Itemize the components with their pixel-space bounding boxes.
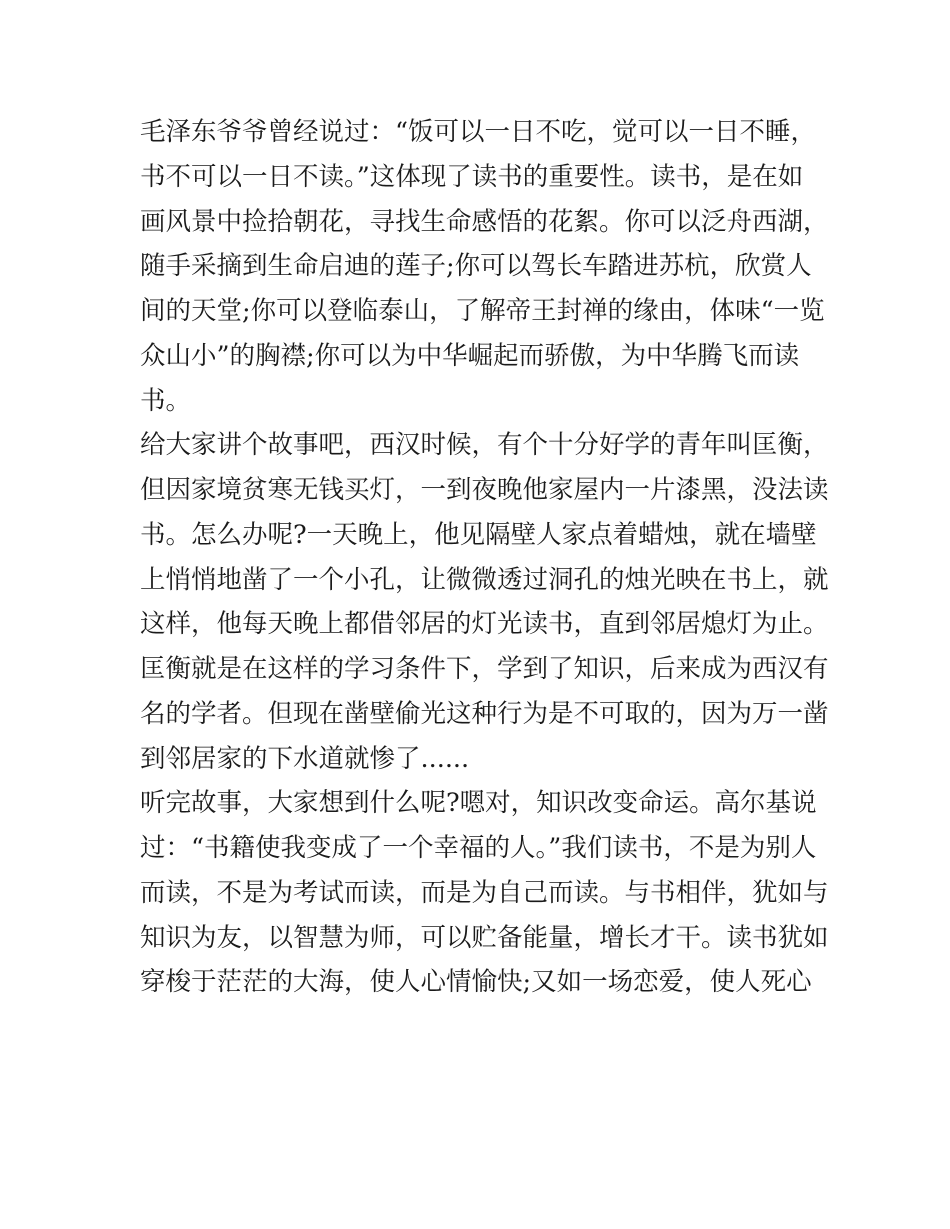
text-line: 上悄悄地凿了一个小孔，让微微透过洞孔的烛光映在书上，就	[140, 564, 829, 595]
text-line: 书。	[140, 385, 192, 416]
text-line: 听完故事，大家想到什么呢?嗯对，知识改变命运。高尔基说	[140, 788, 817, 819]
text-line: 间的天堂;你可以登临泰山，了解帝王封禅的缘由，体味“一览	[140, 296, 825, 326]
text-line: 穿梭于茫茫的大海，使人心情愉快;又如一场恋爱，使人死心	[140, 967, 812, 998]
text-line: 给大家讲个故事吧，西汉时候，有个十分好学的青年叫匡衡，	[140, 430, 829, 461]
text-line: 匡衡就是在这样的学习条件下，学到了知识，后来成为西汉有	[140, 654, 829, 684]
text-line: 而读，不是为考试而读，而是为自己而读。与书相伴，犹如与	[140, 877, 829, 908]
text-line: 书不可以一日不读。”这体现了读书的重要性。读书，是在如	[140, 161, 804, 192]
text-line: 众山小”的胸襟;你可以为中华崛起而骄傲，为中华腾飞而读	[140, 340, 800, 371]
text-line: 书。怎么办呢?一天晚上，他见隔壁人家点着蜡烛，就在墙壁	[140, 519, 817, 550]
text-line: 画风景中捡拾朝花，寻找生命感悟的花絮。你可以泛舟西湖，	[140, 206, 829, 237]
text-line: 随手采摘到生命启迪的莲子;你可以驾长车踏进苏杭，欣赏人	[140, 251, 812, 282]
text-line: 到邻居家的下水道就惨了......	[140, 743, 470, 774]
body-text	[140, 110, 830, 1005]
text-line: 这样，他每天晚上都借邻居的灯光读书，直到邻居熄灯为止。	[140, 609, 829, 640]
text-line: 但因家境贫寒无钱买灯，一到夜晚他家屋内一片漆黑，没法读	[140, 475, 829, 505]
text-line: 毛泽东爷爷曾经说过：“饭可以一日不吃，觉可以一日不睡，	[140, 117, 817, 147]
text-line: 过：“书籍使我变成了一个幸福的人。”我们读书，不是为别人	[140, 833, 817, 863]
text-line: 知识为友，以智慧为师，可以贮备能量，增长才干。读书犹如	[140, 922, 829, 953]
text-line: 名的学者。但现在凿壁偷光这种行为是不可取的，因为万一凿	[140, 698, 829, 729]
